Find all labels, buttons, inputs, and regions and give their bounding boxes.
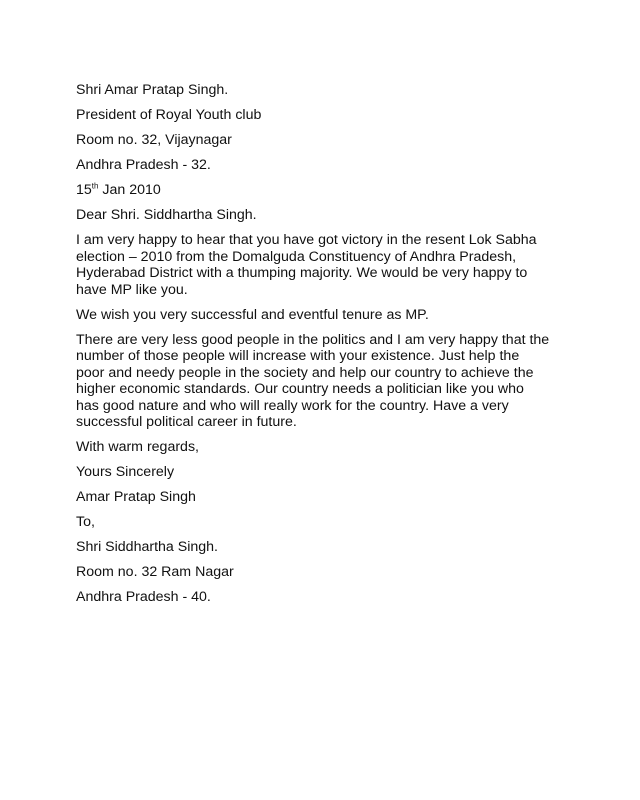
date-rest: Jan 2010 bbox=[98, 182, 161, 198]
letter-body bbox=[76, 82, 576, 614]
paragraph-line: successful political career in future. bbox=[76, 414, 297, 430]
salutation: Dear Shri. Siddhartha Singh. bbox=[76, 207, 257, 223]
sender-title: President of Royal Youth club bbox=[76, 107, 262, 123]
paragraph-line: number of those people will increase with your existence. Just help the bbox=[76, 348, 520, 364]
letter-date bbox=[76, 182, 576, 199]
paragraph-line: I am very happy to hear that you have got victory in the resent Lok Sabha bbox=[76, 232, 537, 248]
date-day: 15 bbox=[76, 182, 92, 198]
paragraph-line: There are very less good people in the politics and I am very happy that the bbox=[76, 331, 550, 348]
recipient-address: Room no. 32 Ram Nagar bbox=[76, 564, 234, 580]
paragraph-line: poor and needy people in the society and help our country to achieve the bbox=[76, 364, 534, 381]
paragraph-line: higher economic standards. Our country needs a politician like you who bbox=[76, 381, 524, 397]
sender-name: Shri Amar Pratap Singh. bbox=[76, 82, 229, 98]
recipient-state: Andhra Pradesh - 40. bbox=[76, 589, 211, 605]
paragraph-line: Hyderabad District with a thumping majority. We would be very happy to bbox=[76, 265, 528, 281]
paragraph-line: have MP like you. bbox=[76, 281, 188, 298]
signature-name: Amar Pratap Singh bbox=[76, 489, 196, 505]
closing-sign-off: Yours Sincerely bbox=[76, 464, 175, 480]
recipient-to-label: To, bbox=[76, 514, 95, 530]
body-paragraph-2: We wish you very successful and eventful tenure as MP. bbox=[76, 306, 429, 323]
sender-address: Room no. 32, Vijaynagar bbox=[76, 132, 232, 148]
paragraph-line: election – 2010 from the Domalguda Constituency of Andhra Pradesh, bbox=[76, 248, 517, 265]
recipient-name: Shri Siddhartha Singh. bbox=[76, 539, 218, 555]
closing-regards: With warm regards, bbox=[76, 439, 199, 455]
paragraph-line: has good nature and who will really work for the country. Have a very bbox=[76, 397, 509, 414]
body-paragraph-1 bbox=[76, 232, 576, 298]
date-ordinal: th bbox=[91, 181, 99, 191]
sender-state: Andhra Pradesh - 32. bbox=[76, 157, 211, 173]
body-paragraph-3 bbox=[76, 332, 576, 431]
